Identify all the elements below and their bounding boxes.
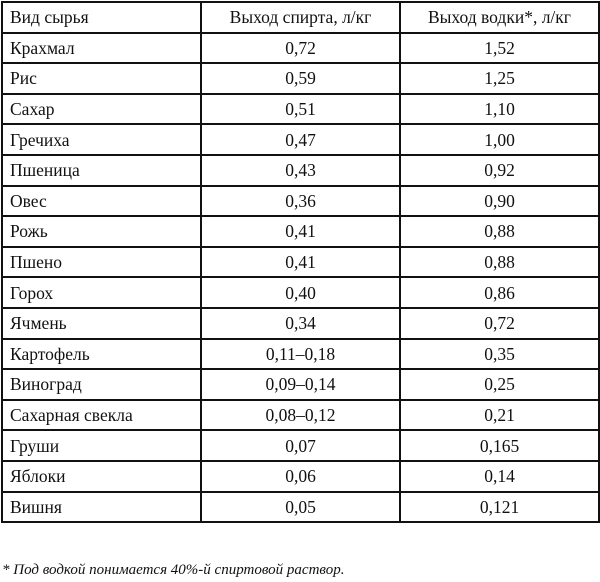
cell-raw-material: Крахмал	[2, 33, 201, 64]
table-row	[2, 33, 599, 64]
table-row	[2, 247, 599, 278]
footnote: * Под водкой понимается 40%-й спиртовой раствор.	[2, 562, 345, 578]
cell-raw-material: Ячмень	[2, 308, 201, 339]
cell-raw-material: Гречиха	[2, 124, 201, 155]
cell-alcohol-yield: 0,36	[201, 186, 400, 217]
table-row	[2, 492, 599, 523]
cell-alcohol-yield: 0,41	[201, 216, 400, 247]
cell-alcohol-yield: 0,47	[201, 124, 400, 155]
cell-alcohol-yield: 0,06	[201, 461, 400, 492]
cell-vodka-yield: 0,25	[400, 369, 599, 400]
cell-vodka-yield: 0,92	[400, 155, 599, 186]
cell-raw-material: Виноград	[2, 369, 201, 400]
cell-vodka-yield: 1,52	[400, 33, 599, 64]
cell-raw-material: Рожь	[2, 216, 201, 247]
cell-alcohol-yield: 0,51	[201, 94, 400, 125]
header-alcohol-yield: Выход спирта, л/кг	[201, 2, 400, 33]
cell-raw-material: Горох	[2, 277, 201, 308]
cell-raw-material: Пшено	[2, 247, 201, 278]
cell-alcohol-yield: 0,08–0,12	[201, 400, 400, 431]
table-row	[2, 277, 599, 308]
cell-vodka-yield: 0,90	[400, 186, 599, 217]
cell-vodka-yield: 0,165	[400, 430, 599, 461]
cell-raw-material: Сахар	[2, 94, 201, 125]
cell-raw-material: Вишня	[2, 492, 201, 523]
cell-vodka-yield: 1,10	[400, 94, 599, 125]
table-row	[2, 124, 599, 155]
table-row	[2, 339, 599, 370]
cell-alcohol-yield: 0,41	[201, 247, 400, 278]
cell-vodka-yield: 0,14	[400, 461, 599, 492]
cell-alcohol-yield: 0,34	[201, 308, 400, 339]
cell-raw-material: Пшеница	[2, 155, 201, 186]
cell-alcohol-yield: 0,07	[201, 430, 400, 461]
cell-vodka-yield: 0,35	[400, 339, 599, 370]
cell-raw-material: Овес	[2, 186, 201, 217]
cell-vodka-yield: 1,25	[400, 63, 599, 94]
table-row	[2, 430, 599, 461]
cell-vodka-yield: 0,121	[400, 492, 599, 523]
cell-raw-material: Рис	[2, 63, 201, 94]
cell-alcohol-yield: 0,72	[201, 33, 400, 64]
table-row	[2, 308, 599, 339]
cell-alcohol-yield: 0,11–0,18	[201, 339, 400, 370]
cell-vodka-yield: 0,88	[400, 247, 599, 278]
cell-vodka-yield: 0,88	[400, 216, 599, 247]
cell-alcohol-yield: 0,40	[201, 277, 400, 308]
table-row	[2, 63, 599, 94]
cell-raw-material: Груши	[2, 430, 201, 461]
table-row	[2, 186, 599, 217]
cell-alcohol-yield: 0,43	[201, 155, 400, 186]
header-vodka-yield: Выход водки*, л/кг	[400, 2, 599, 33]
table-row	[2, 155, 599, 186]
cell-alcohol-yield: 0,05	[201, 492, 400, 523]
cell-raw-material: Яблоки	[2, 461, 201, 492]
cell-vodka-yield: 0,86	[400, 277, 599, 308]
cell-alcohol-yield: 0,59	[201, 63, 400, 94]
cell-raw-material: Сахарная свекла	[2, 400, 201, 431]
table-row	[2, 400, 599, 431]
cell-raw-material: Картофель	[2, 339, 201, 370]
header-raw-material: Вид сырья	[2, 2, 201, 33]
table-row	[2, 216, 599, 247]
cell-alcohol-yield: 0,09–0,14	[201, 369, 400, 400]
table-row	[2, 369, 599, 400]
cell-vodka-yield: 1,00	[400, 124, 599, 155]
yield-table	[1, 1, 600, 523]
table-row	[2, 94, 599, 125]
cell-vodka-yield: 0,72	[400, 308, 599, 339]
table-header-row	[2, 2, 599, 33]
cell-vodka-yield: 0,21	[400, 400, 599, 431]
table-row	[2, 461, 599, 492]
